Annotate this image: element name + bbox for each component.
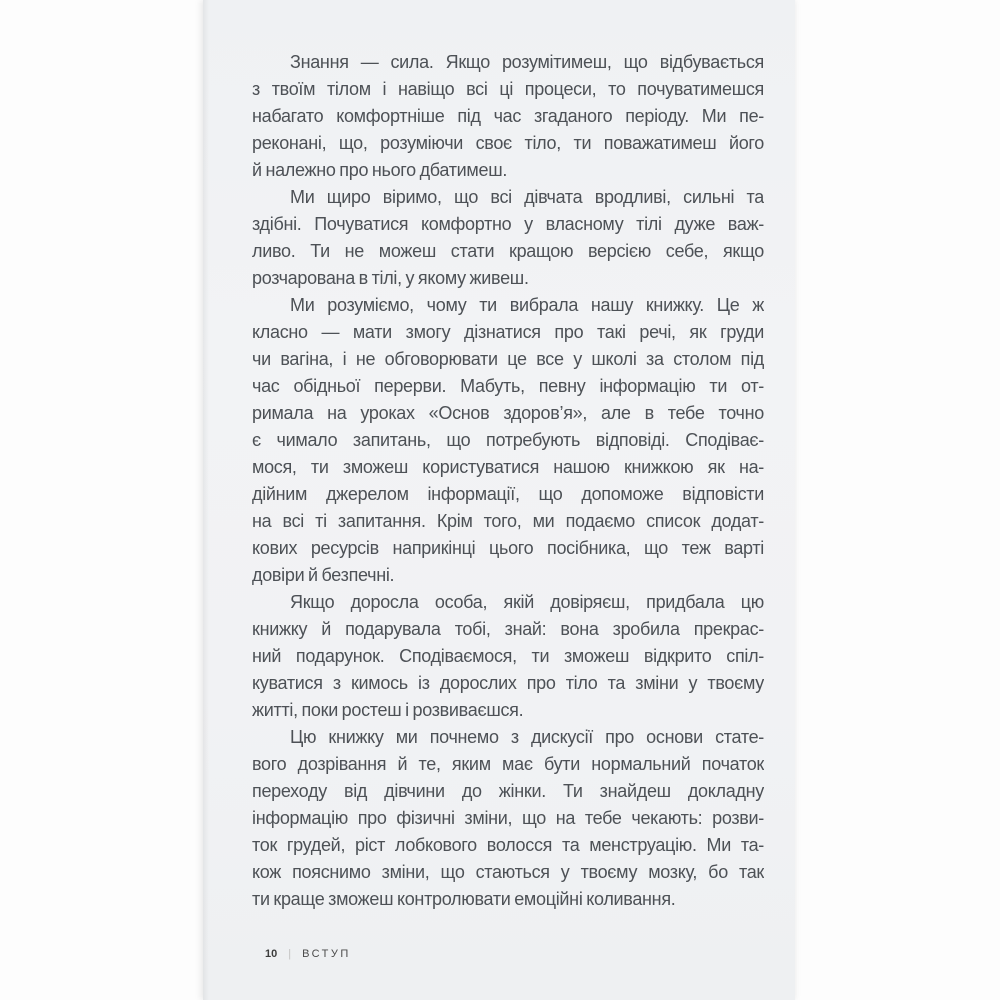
text-line: ти краще зможеш контролювати емоційні коливання.: [252, 889, 676, 909]
text-line: розчарована в тілі, у якому живеш.: [252, 268, 529, 288]
text-line: Цю книжку ми почнемо з дискусії про основи стате-: [290, 727, 764, 747]
text-line: Ми розуміємо, чому ти вибрала нашу книжку. Це ж: [290, 295, 764, 315]
footer-divider: |: [288, 948, 292, 960]
footer-section-title: ВСТУП: [302, 948, 351, 960]
text-line: кож пояснимо зміни, що стаються у твоєму мозку, бо так: [252, 862, 764, 882]
text-line: дійним джерелом інформації, що допоможе відповісти: [252, 484, 764, 504]
page-body-text: [252, 49, 764, 913]
text-line: реконані, що, розуміючи своє тіло, ти поважатимеш його: [252, 133, 764, 153]
text-line: чи вагіна, і не обговорювати це все у школі за столом під: [252, 349, 764, 369]
paragraph: [252, 49, 764, 184]
text-line: набагато комфортніше під час згаданого періоду. Ми пе-: [252, 106, 764, 126]
text-line: на всі ті запитання. Крім того, ми подаємо список додат-: [252, 511, 764, 531]
text-line: Знання — сила. Якщо розумітимеш, що відбувається: [290, 52, 764, 72]
book-page: [203, 0, 795, 1000]
text-line: з твоїм тілом і навіщо всі ці процеси, то почуватимешся: [252, 79, 764, 99]
text-line: мося, ти зможеш користуватися нашою книжкою як на-: [252, 457, 764, 477]
text-line: римала на уроках «Основ здоров’я», але в тебе точно: [252, 403, 764, 423]
text-line: інформацію про фізичні зміни, що на тебе чекають: розви-: [252, 808, 764, 828]
text-line: книжку й подарувала тобі, знай: вона зробила прекрас-: [252, 619, 764, 639]
page-number: 10: [265, 948, 278, 960]
text-line: житті, поки ростеш і розвиваєшся.: [252, 700, 524, 720]
text-line: є чимало запитань, що потребують відповіді. Сподіває-: [252, 430, 764, 450]
text-line: довіри й безпечні.: [252, 565, 395, 585]
text-line: здібні. Почуватися комфортно у власному тілі дуже важ-: [252, 214, 764, 234]
text-line: й належно про нього дбатимеш.: [252, 160, 508, 180]
text-line: ливо. Ти не можеш стати кращою версією себе, якщо: [252, 241, 764, 261]
text-line: кових ресурсів наприкінці цього посібника, що теж варті: [252, 538, 764, 558]
paragraph: [252, 589, 764, 724]
text-line: переходу від дівчини до жінки. Ти знайдеш докладну: [252, 781, 764, 801]
text-line: ток грудей, ріст лобкового волосся та менструацію. Ми та-: [252, 835, 764, 855]
text-line: ний подарунок. Сподіваємося, ти зможеш відкрито спіл-: [252, 646, 764, 666]
paragraph: [252, 292, 764, 589]
text-line: вого дозрівання й те, яким має бути нормальний початок: [252, 754, 764, 774]
paragraph: [252, 184, 764, 292]
text-line: класно — мати змогу дізнатися про такі речі, як груди: [252, 322, 764, 342]
text-line: куватися з кимось із дорослих про тіло та зміни у твоєму: [252, 673, 764, 693]
paragraph: [252, 724, 764, 913]
text-line: час обідньої перерви. Мабуть, певну інформацію ти от-: [252, 376, 764, 396]
text-line: Ми щиро віримо, що всі дівчата вродливі, сильні та: [290, 187, 764, 207]
page-footer: [265, 948, 351, 960]
text-line: Якщо доросла особа, якій довіряєш, придбала цю: [290, 592, 764, 612]
